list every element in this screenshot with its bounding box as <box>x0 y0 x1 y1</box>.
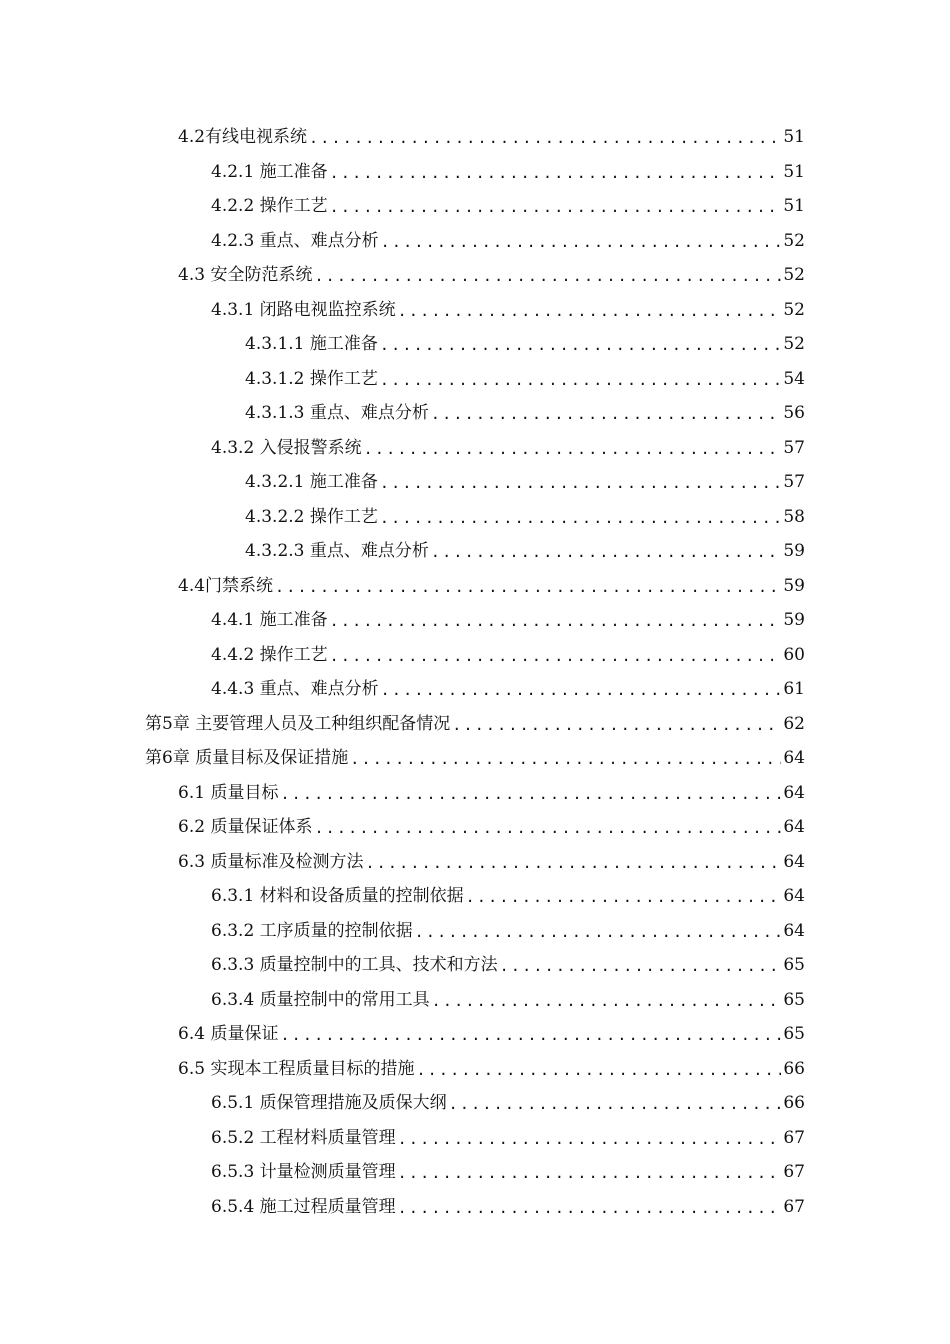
toc-entry-number: 6.5.4 <box>211 1196 255 1217</box>
dot-leader <box>452 715 781 735</box>
toc-entry[interactable] <box>0 914 950 949</box>
toc-entry[interactable] <box>0 672 950 707</box>
toc-entry-title <box>245 403 429 423</box>
toc-entry[interactable] <box>0 1190 950 1225</box>
dot-leader <box>466 887 782 907</box>
toc-entry[interactable] <box>0 327 950 362</box>
toc-entry[interactable] <box>0 258 950 293</box>
toc-entry-text: 安全防范系统 <box>210 265 313 286</box>
toc-entry-text: 质量保证体系 <box>210 817 313 838</box>
toc-entry[interactable] <box>0 1121 950 1156</box>
toc-entry-title <box>245 334 378 354</box>
toc-entry-text: 操作工艺 <box>259 196 328 217</box>
toc-entry-page-number: 67 <box>783 1196 805 1217</box>
toc-entry-text: 主要管理人员及工种组织配备情况 <box>195 713 451 734</box>
toc-entry-page-number: 51 <box>783 196 805 217</box>
toc-entry-title <box>211 1093 447 1113</box>
toc-entry-title <box>178 852 363 872</box>
toc-entry[interactable] <box>0 569 950 604</box>
toc-entry-title <box>211 679 379 699</box>
toc-entry-title <box>211 438 362 458</box>
toc-entry[interactable] <box>0 189 950 224</box>
dot-leader <box>330 646 782 666</box>
toc-entry-text: 施工准备 <box>259 610 328 631</box>
toc-entry-page-number: 67 <box>783 1162 805 1183</box>
toc-entry-text: 重点、难点分析 <box>309 541 429 562</box>
toc-entry-text: 操作工艺 <box>259 644 328 665</box>
toc-entry-title <box>178 1059 414 1079</box>
toc-entry-title <box>178 1024 278 1044</box>
dot-leader <box>432 991 782 1011</box>
toc-entry-number: 4.2.1 <box>211 161 255 182</box>
toc-entry-number: 6.3.2 <box>211 920 255 941</box>
toc-entry-page-number: 52 <box>783 265 805 286</box>
toc-entry-page-number: 61 <box>783 679 805 700</box>
toc-entry-number: 4.3.2.3 <box>245 541 305 562</box>
dot-leader <box>398 1163 782 1183</box>
toc-entry-number: 6.3.1 <box>211 886 255 907</box>
toc-entry-text: 工程材料质量管理 <box>259 1127 396 1148</box>
toc-entry-text: 质量控制中的常用工具 <box>259 989 430 1010</box>
toc-entry-number: 6.3.4 <box>211 989 255 1010</box>
toc-entry-title <box>211 645 328 665</box>
toc-entry-number: 6.3 <box>178 851 206 872</box>
toc-entry[interactable] <box>0 120 950 155</box>
toc-entry[interactable] <box>0 638 950 673</box>
toc-entry-title <box>211 1128 396 1148</box>
toc-entry[interactable] <box>0 224 950 259</box>
toc-entry-number: 第6章 <box>145 748 190 769</box>
toc-entry-page-number: 56 <box>783 403 805 424</box>
toc-entry-text: 重点、难点分析 <box>259 230 379 251</box>
toc-entry-number: 6.5 <box>178 1058 206 1079</box>
toc-entry-title <box>178 783 278 803</box>
toc-entry-text: 门禁系统 <box>205 575 274 596</box>
toc-entry-page-number: 54 <box>783 368 805 389</box>
toc-entry-number: 4.3.1.2 <box>245 368 305 389</box>
toc-entry-title <box>211 990 430 1010</box>
toc-entry-page-number: 64 <box>783 886 805 907</box>
toc-entry-title <box>178 265 312 285</box>
toc-entry[interactable] <box>0 362 950 397</box>
toc-entry-number: 4.2.2 <box>211 196 255 217</box>
toc-entry-text: 闭路电视监控系统 <box>259 299 396 320</box>
toc-entry-text: 质保管理措施及质保大纲 <box>259 1093 447 1114</box>
dot-leader <box>431 404 781 424</box>
toc-entry-number: 4.4.2 <box>211 644 255 665</box>
toc-entry-number: 6.3.3 <box>211 955 255 976</box>
toc-entry-title <box>211 1162 396 1182</box>
toc-entry-number: 4.4 <box>178 575 206 596</box>
toc-entry-text: 质量目标 <box>210 782 279 803</box>
toc-entry-text: 实现本工程质量目标的措施 <box>210 1058 415 1079</box>
toc-entry-text: 施工过程质量管理 <box>259 1196 396 1217</box>
toc-entry-title <box>245 507 378 527</box>
toc-entry-number: 6.1 <box>178 782 206 803</box>
dot-leader <box>380 508 781 528</box>
toc-entry-title <box>178 817 312 837</box>
toc-entry-page-number: 59 <box>783 575 805 596</box>
toc-entry[interactable] <box>0 603 950 638</box>
dot-leader <box>415 922 782 942</box>
toc-entry[interactable] <box>0 396 950 431</box>
toc-entry-text: 质量保证 <box>210 1024 279 1045</box>
toc-entry-page-number: 52 <box>783 299 805 320</box>
toc-entry-page-number: 60 <box>783 644 805 665</box>
toc-entry-number: 6.2 <box>178 817 206 838</box>
toc-entry-number: 4.3.1.3 <box>245 403 305 424</box>
toc-entry[interactable] <box>0 845 950 880</box>
dot-leader <box>314 266 781 286</box>
table-of-contents <box>0 120 950 1224</box>
toc-entry-title <box>178 127 307 147</box>
toc-entry-text: 工序质量的控制依据 <box>259 920 413 941</box>
toc-entry-number: 4.2.3 <box>211 230 255 251</box>
toc-entry-title <box>145 748 348 768</box>
toc-entry-title <box>211 955 498 975</box>
dot-leader <box>330 197 782 217</box>
toc-entry-text: 计量检测质量管理 <box>259 1162 396 1183</box>
toc-entry-page-number: 51 <box>783 127 805 148</box>
toc-entry-page-number: 65 <box>783 989 805 1010</box>
dot-leader <box>280 784 781 804</box>
toc-entry-text: 施工准备 <box>309 334 378 355</box>
toc-entry-page-number: 64 <box>783 748 805 769</box>
toc-entry-page-number: 66 <box>783 1058 805 1079</box>
toc-entry-number: 6.5.1 <box>211 1093 255 1114</box>
toc-entry-text: 质量标准及检测方法 <box>210 851 364 872</box>
toc-entry-text: 入侵报警系统 <box>259 437 362 458</box>
toc-entry-page-number: 52 <box>783 230 805 251</box>
dot-leader <box>380 473 781 493</box>
toc-entry-page-number: 66 <box>783 1093 805 1114</box>
toc-entry[interactable] <box>0 293 950 328</box>
toc-entry-title <box>245 472 378 492</box>
dot-leader <box>398 1129 782 1149</box>
toc-entry-number: 4.4.1 <box>211 610 255 631</box>
dot-leader <box>431 542 781 562</box>
toc-entry-page-number: 67 <box>783 1127 805 1148</box>
toc-entry[interactable] <box>0 776 950 811</box>
toc-entry-title <box>211 162 328 182</box>
dot-leader <box>365 853 781 873</box>
toc-entry-title <box>211 300 396 320</box>
toc-entry[interactable] <box>0 1052 950 1087</box>
toc-entry-number: 6.5.2 <box>211 1127 255 1148</box>
toc-entry-page-number: 59 <box>783 610 805 631</box>
toc-entry-number: 第5章 <box>145 713 190 734</box>
toc-entry-number: 4.4.3 <box>211 679 255 700</box>
toc-entry-page-number: 64 <box>783 920 805 941</box>
toc-entry-number: 4.3.2.2 <box>245 506 305 527</box>
dot-leader <box>350 749 781 769</box>
dot-leader <box>275 577 781 597</box>
dot-leader <box>380 370 781 390</box>
toc-entry-title <box>211 231 379 251</box>
toc-entry[interactable] <box>0 879 950 914</box>
toc-entry-text: 重点、难点分析 <box>259 679 379 700</box>
toc-entry-title <box>211 1197 396 1217</box>
toc-entry-text: 质量目标及保证措施 <box>195 748 349 769</box>
toc-entry-page-number: 59 <box>783 541 805 562</box>
toc-entry[interactable] <box>0 983 950 1018</box>
dot-leader <box>380 335 781 355</box>
toc-entry-page-number: 65 <box>783 955 805 976</box>
toc-entry-title <box>178 576 273 596</box>
toc-entry-page-number: 52 <box>783 334 805 355</box>
toc-entry-text: 质量控制中的工具、技术和方法 <box>259 955 498 976</box>
toc-entry-page-number: 62 <box>783 713 805 734</box>
toc-entry-page-number: 57 <box>783 472 805 493</box>
toc-entry-title <box>245 369 378 389</box>
dot-leader <box>330 611 782 631</box>
toc-entry-text: 施工准备 <box>309 472 378 493</box>
toc-entry-number: 4.3 <box>178 265 206 286</box>
toc-entry-page-number: 65 <box>783 1024 805 1045</box>
dot-leader <box>280 1025 781 1045</box>
toc-entry-text: 操作工艺 <box>309 368 378 389</box>
toc-entry-number: 6.5.3 <box>211 1162 255 1183</box>
dot-leader <box>398 1198 782 1218</box>
dot-leader <box>364 439 782 459</box>
toc-entry[interactable] <box>0 465 950 500</box>
toc-entry[interactable] <box>0 707 950 742</box>
toc-entry[interactable] <box>0 1086 950 1121</box>
dot-leader <box>309 128 781 148</box>
toc-entry-number: 4.3.2 <box>211 437 255 458</box>
toc-entry-text: 有线电视系统 <box>205 127 308 148</box>
toc-entry-number: 4.3.2.1 <box>245 472 305 493</box>
toc-entry-page-number: 51 <box>783 161 805 182</box>
toc-entry[interactable] <box>0 741 950 776</box>
toc-entry[interactable] <box>0 948 950 983</box>
toc-entry-page-number: 58 <box>783 506 805 527</box>
toc-entry[interactable] <box>0 500 950 535</box>
toc-entry-title <box>211 886 464 906</box>
toc-entry-page-number: 57 <box>783 437 805 458</box>
dot-leader <box>314 818 781 838</box>
toc-entry-title <box>245 541 429 561</box>
dot-leader <box>500 956 782 976</box>
toc-entry[interactable] <box>0 1155 950 1190</box>
toc-entry[interactable] <box>0 155 950 190</box>
dot-leader <box>449 1094 782 1114</box>
dot-leader <box>398 301 782 321</box>
toc-entry-number: 6.4 <box>178 1024 206 1045</box>
dot-leader <box>381 232 782 252</box>
toc-entry[interactable] <box>0 810 950 845</box>
toc-entry-title <box>211 610 328 630</box>
toc-entry-title <box>211 196 328 216</box>
toc-entry-title <box>145 714 450 734</box>
toc-entry-page-number: 64 <box>783 782 805 803</box>
toc-entry[interactable] <box>0 431 950 466</box>
toc-entry-text: 施工准备 <box>259 161 328 182</box>
dot-leader <box>381 680 782 700</box>
toc-entry-page-number: 64 <box>783 851 805 872</box>
dot-leader <box>416 1060 781 1080</box>
toc-entry-title <box>211 921 413 941</box>
dot-leader <box>330 163 782 183</box>
toc-entry-text: 操作工艺 <box>309 506 378 527</box>
toc-entry-page-number: 64 <box>783 817 805 838</box>
toc-entry-text: 重点、难点分析 <box>309 403 429 424</box>
toc-entry-number: 4.2 <box>178 127 206 148</box>
toc-entry-text: 材料和设备质量的控制依据 <box>259 886 464 907</box>
toc-entry[interactable] <box>0 534 950 569</box>
toc-entry-number: 4.3.1 <box>211 299 255 320</box>
toc-entry-number: 4.3.1.1 <box>245 334 305 355</box>
toc-entry[interactable] <box>0 1017 950 1052</box>
